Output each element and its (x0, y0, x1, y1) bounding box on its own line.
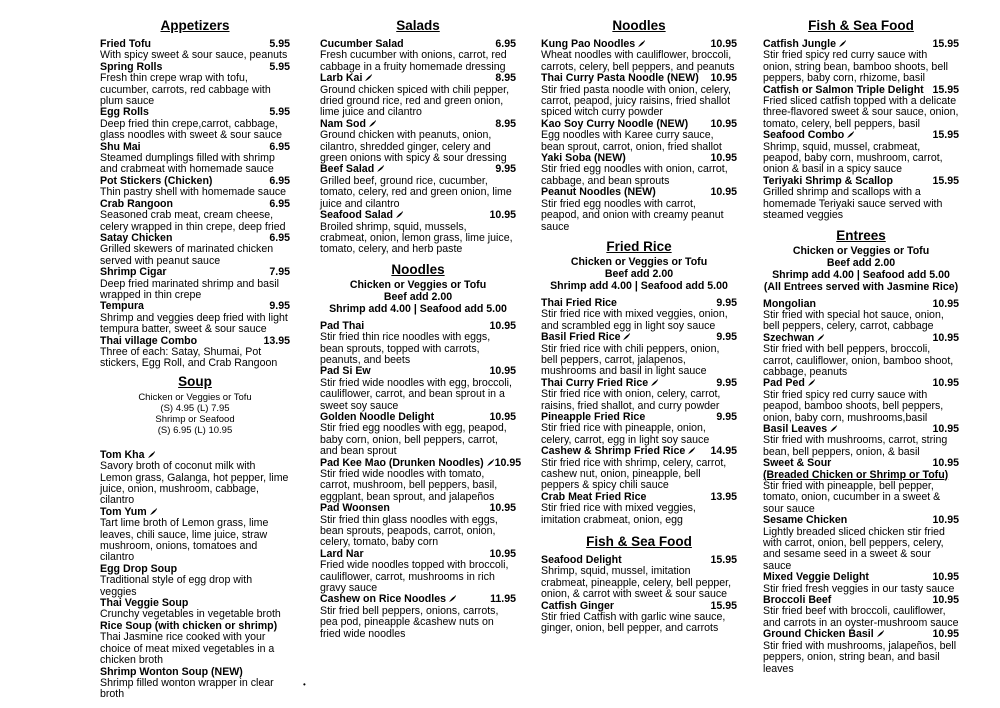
menu-item-description: Steamed dumplings filled with shrimp and crabmeat with homemade sauce (100, 152, 275, 176)
menu-item-name: Spring Rolls (100, 60, 163, 73)
menu-item (320, 164, 516, 210)
menu-item-price: 9.95 (495, 163, 516, 176)
menu-item-description: Stir fried spicy red curry sauce with peapod, bamboo shoots, bell peppers, onion, baby corn, mushrooms,basil (763, 388, 944, 424)
menu-item-name-wrap (541, 332, 631, 343)
menu-item-description: Stir fried wide noodles with egg, broccoli, cauliflower, carrot, and bean sprout in a sweet soy sauce (320, 376, 512, 412)
menu-item-name: Basil Fried Rice (541, 331, 621, 344)
noodles-option-line: Beef add 2.00 (383, 290, 453, 303)
menu-item (100, 336, 290, 370)
menu-item (763, 130, 959, 176)
menu-item (320, 456, 522, 504)
menu-item-price: 10.95 (710, 72, 737, 85)
entrees-list (763, 299, 959, 675)
menu-item-price: 6.95 (269, 174, 290, 187)
menu-item-price: 10.95 (489, 410, 516, 423)
menu-item-description: Stir fried egg noodles with carrot, peapod, and onion with creamy peanut sauce (541, 197, 724, 233)
noodles-option-line: Shrimp add 4.00 | Seafood add 5.00 (329, 302, 507, 315)
menu-item-price: 10.95 (710, 152, 737, 165)
menu-item-header (320, 210, 516, 221)
menu-item-description: Stir fried with bell peppers, broccoli, carrot, cauliflower, onion, bamboo shoot, cabbage, peanuts (763, 343, 954, 378)
menu-item-name: Shu Mai (100, 140, 141, 153)
soup-option-line: Shrimp or Seafood (155, 413, 235, 425)
noodles-right-title: Noodles (612, 18, 666, 33)
chili-pepper-icon (149, 507, 158, 516)
menu-item-description: Shrimp and veggies deep fried with light tempura batter, sweet & sour sauce (100, 311, 288, 336)
menu-item-description: Fresh thin crepe wrap with tofu, cucumber, carrots, red cabbage with plum sauce (100, 72, 271, 108)
menu-item (100, 507, 290, 564)
menu-item-name: Seafood Combo (763, 129, 845, 142)
menu-item-price: 5.95 (269, 38, 290, 50)
menu-item-name-wrap (763, 458, 831, 469)
menu-item-description: Stir fried bell peppers, onions, carrots, pea pod, pineapple &cashew nuts on fried wide noodles (320, 604, 499, 640)
menu-item-price: 5.95 (269, 106, 290, 119)
fried-rice-option-line: Beef add 2.00 (604, 267, 674, 280)
menu-item-price: 9.95 (716, 296, 737, 309)
fried-rice-options (541, 256, 737, 292)
chili-pepper-icon (816, 333, 825, 342)
menu-item (541, 298, 737, 332)
menu-item-name-wrap (763, 515, 847, 526)
menu-item-description: Grilled shrimp and scallops with a homemade Teriyaki sauce served with steamed veggies (763, 186, 943, 222)
menu-item (100, 267, 290, 301)
menu-item-name: Pad Kee Mao (Drunken Noodles) (320, 456, 484, 469)
menu-item-description: Deep fried thin crepe,carrot, cabbage, glass noodles with sweet & sour sauce (100, 117, 282, 142)
chili-pepper-icon (448, 594, 457, 603)
menu-item-price: 7.95 (269, 266, 290, 279)
menu-item-header (541, 73, 737, 84)
menu-item-name: Catfish Ginger (541, 599, 614, 612)
menu-item-price: 10.95 (489, 209, 516, 222)
menu-item-description: Stir fried with pineapple, bell pepper, tomato, onion, cucumber in a sweet & sour sauce (763, 480, 941, 515)
column-3 (541, 18, 737, 635)
menu-item-description: Stir fried rice with shrimp, celery, carrot, cashew nut, onion, pineapple, bell peppers & spicy chili sauce (541, 456, 727, 492)
menu-item-price: 6.95 (269, 140, 290, 153)
menu-item-header (100, 267, 290, 278)
menu-item-name: Broccoli Beef (763, 594, 832, 607)
soup-title: Soup (178, 373, 212, 389)
menu-item-description: With spicy sweet & sour sauce, peanuts (100, 49, 288, 62)
menu-item-price: 15.95 (932, 129, 959, 142)
menu-item (763, 39, 959, 85)
menu-item (320, 210, 516, 256)
fried-rice-title: Fried Rice (606, 238, 672, 254)
noodles-title: Noodles (391, 261, 445, 277)
menu-item (541, 378, 737, 412)
menu-item-name-wrap (320, 210, 404, 221)
menu-item-description: Stir fried thin glass noodles with eggs, bean sprouts, peapods, carrot, onion, celery, tomato, baby corn (320, 513, 498, 549)
menu-item-price: 9.95 (716, 410, 737, 423)
menu-item (541, 412, 737, 446)
menu-item-price: 15.95 (932, 174, 959, 187)
menu-item-description: Stir fried beef with broccoli, cauliflower, and carrots in an oyster-mushroom sauce (763, 605, 959, 629)
menu-item-description: Stir fried rice with chili peppers, onion, bell peppers, carrot, jalapenos, mushrooms and basil in light sauce (541, 342, 720, 378)
chili-pepper-icon (807, 378, 816, 387)
menu-item-description: Stir fried fresh veggies in our tasty sauce (763, 582, 955, 595)
menu-item (763, 333, 959, 379)
menu-item-name: Basil Leaves (763, 422, 828, 435)
fish-mid-list (541, 555, 737, 635)
salads-title: Salads (396, 18, 440, 33)
menu-item-name: Thai Curry Pasta Noodle (NEW) (541, 72, 699, 85)
menu-item-name: Larb Kai (320, 72, 363, 85)
menu-item-description: Egg noodles with Karee curry sauce, bean sprout, carrot, onion, fried shallot (541, 129, 722, 153)
menu-item-name: Thai Curry Fried Rice (541, 376, 649, 389)
soup-option-line: (S) 6.95 (L) 10.95 (157, 424, 233, 436)
menu-item (320, 119, 516, 165)
fish-mid-title: Fish & Sea Food (586, 534, 692, 550)
menu-item (100, 621, 290, 667)
chili-pepper-icon (838, 39, 847, 48)
menu-item-description: Three of each: Satay, Shumai, Pot stickers, Egg Roll, and Crab Rangoon (100, 345, 278, 370)
menu-item-name: Teriyaki Shrimp & Scallop (763, 174, 893, 187)
menu-item-description: Grilled beef, ground rice, cucumber, tomato, celery, red and green onion, lime juice and cilantro (320, 174, 512, 210)
menu-item (320, 73, 516, 119)
menu-item-price: 10.95 (489, 319, 516, 332)
menu-item-header (541, 446, 737, 457)
menu-item-name: Seafood Delight (541, 554, 622, 567)
soup-list (100, 450, 290, 701)
chili-pepper-icon (637, 39, 646, 48)
menu-item-price: 10.95 (710, 117, 737, 130)
menu-item (100, 667, 290, 701)
menu-item-name: Ground Chicken Basil (763, 628, 874, 641)
menu-item-description: Stir fried rice with mixed veggies, imitation crabmeat, onion, egg (541, 502, 696, 526)
entrees-option-line: (All Entrees served with Jasmine Rice) (763, 280, 959, 293)
menu-item-name: Thai Veggie Soup (100, 597, 189, 610)
menu-item-name: Fried Tofu (100, 38, 151, 50)
menu-item-price: 15.95 (710, 599, 737, 612)
menu-item-name: Egg Rolls (100, 106, 149, 119)
menu-item-name: Catfish or Salmon Triple Delight (763, 83, 924, 96)
menu-item-description: Stir fried egg noodles with onion, carrot, cabbage, and bean sprouts (541, 163, 728, 187)
menu-item-price: 14.95 (710, 445, 737, 458)
menu-item (541, 446, 737, 492)
menu-item-description: Stir fried rice with onion, celery, carrot, raisins, fried shallot, and curry powder (541, 388, 721, 412)
menu-item-price: 10.95 (489, 502, 516, 515)
chili-pepper-icon (846, 130, 855, 139)
menu-item-price: 6.95 (495, 38, 516, 50)
menu-item-name: Pot Stickers (Chicken) (100, 174, 213, 187)
menu-item (541, 332, 737, 378)
menu-item-price: 10.95 (710, 186, 737, 199)
menu-item-price: 11.95 (490, 593, 516, 606)
menu-item-name: Pad Si Ew (320, 365, 371, 378)
menu-item-description: Wheat noodles with cauliflower, broccoli, carrots, celery, bell peppers, and peanuts (541, 49, 735, 73)
stray-mark: • (303, 680, 306, 689)
menu-item-description: Deep fried marinated shrimp and basil wrapped in thin crepe (100, 277, 280, 301)
menu-item (100, 107, 290, 141)
menu-item-price: 10.95 (489, 547, 516, 560)
menu-item-description: Shrimp, squid, mussel, crabmeat, peapod, baby corn, mushroom, carrot, onion & basil in a spicy sauce (763, 140, 943, 176)
menu-item-name: Shrimp Cigar (100, 266, 167, 279)
menu-item-price: 10.95 (932, 594, 959, 607)
menu-item-name: Tom Kha (100, 448, 145, 461)
chili-pepper-icon (376, 164, 385, 173)
menu-item-price: 13.95 (263, 334, 290, 347)
menu-item-price: 15.95 (932, 83, 959, 96)
menu-item (541, 492, 737, 526)
menu-item-header (763, 515, 959, 526)
menu-item-name-wrap (541, 187, 656, 198)
noodles-options (320, 279, 516, 315)
menu-item-name: Rice Soup (with chicken or shrimp) (100, 619, 278, 632)
chili-pepper-icon (829, 424, 838, 433)
fried-rice-option-line: Shrimp add 4.00 | Seafood add 5.00 (550, 279, 728, 292)
menu-item-name: Cashew on Rice Noodles (320, 593, 446, 606)
menu-item-description: Stir fried with mushrooms, jalapeños, bell peppers, onion, string bean, and basil leaves (763, 639, 957, 675)
soup-option-line: (S) 4.95 (L) 7.95 (160, 402, 230, 414)
menu-item (763, 458, 959, 515)
menu-item-description: Shrimp, squid, mussel, imitation crabmeat, pineapple, celery, bell pepper, onion, & carrot with sweet & sour sauce (541, 565, 732, 601)
menu-item (320, 503, 516, 549)
menu-item-description: Stir fried Catfish with garlic wine sauce, ginger, onion, bell pepper, and carrots (541, 611, 726, 635)
menu-item (320, 412, 516, 458)
fish-right-title: Fish & Sea Food (808, 18, 914, 33)
menu-item (541, 187, 737, 233)
chili-pepper-icon (687, 446, 696, 455)
menu-item-price: 9.95 (716, 376, 737, 389)
menu-item-name-wrap (763, 130, 855, 141)
menu-item (763, 572, 959, 595)
menu-item-name: Pineapple Fried Rice (541, 410, 646, 423)
menu-item (100, 598, 290, 621)
menu-item (541, 119, 737, 153)
menu-item-name: Sesame Chicken (763, 514, 848, 527)
menu-item-header (763, 572, 959, 583)
menu-item-price: 10.95 (932, 628, 959, 641)
menu-item-name: Peanut Noodles (NEW) (541, 186, 656, 199)
menu-item-name-wrap (541, 73, 699, 84)
menu-item-name-wrap (320, 73, 373, 84)
menu-item-name-wrap (763, 572, 869, 583)
menu-item-name: Golden Noodle Delight (320, 410, 435, 423)
menu-item-name: Cashew & Shrimp Fried Rice (541, 445, 686, 458)
menu-item (100, 39, 290, 62)
menu-item-description: Fried sliced catfish topped with a delicate three-flavored sweet & sour sauce, onion, tomato, celery, bell peppers, basil (763, 95, 959, 130)
entrees-option-line: Beef add 2.00 (826, 256, 896, 269)
menu-item (541, 73, 737, 119)
menu-item-name: Lard Nar (320, 547, 364, 560)
menu-item-name: Seafood Salad (320, 209, 393, 222)
menu-item-name: Catfish Jungle (763, 38, 836, 50)
menu-item-price: 10.95 (932, 457, 959, 470)
menu-item-name-wrap (320, 503, 390, 514)
menu-item (763, 176, 959, 222)
menu-item-price: 10.95 (932, 297, 959, 310)
menu-item-description: Stir fried thin rice noodles with eggs, bean sprouts, topped with carrots, peanuts, and beets (320, 331, 491, 366)
chili-pepper-icon (364, 73, 373, 82)
menu-item-header (541, 187, 737, 198)
menu-item (100, 450, 290, 507)
menu-item-header (320, 503, 516, 514)
menu-item-name: Satay Chicken (100, 231, 173, 244)
menu-item-price: 6.95 (269, 197, 290, 210)
menu-item-subtitle: (Breaded Chicken or Shrimp or Tofu) (763, 468, 949, 481)
appetizers-list (100, 39, 290, 370)
menu-item-description: Tart lime broth of Lemon grass, lime leaves, chili sauce, lime juice, straw mushroom, onions, tomatoes and cilantro (100, 517, 269, 564)
menu-item (320, 321, 516, 367)
menu-item (100, 301, 290, 335)
soup-options (100, 392, 290, 436)
menu-item (763, 424, 959, 458)
chili-pepper-icon (486, 458, 495, 467)
menu-item-name: Egg Drop Soup (100, 562, 178, 575)
menu-item (100, 176, 290, 199)
menu-item-price: 10.95 (710, 38, 737, 50)
menu-item-description: Traditional style of egg drop with veggies (100, 574, 253, 598)
menu-item-name: Yaki Soba (NEW) (541, 152, 626, 165)
menu-item-description: Lightly breaded sliced chicken stir fried with carrot, onion, bell peppers, celery, and sesame seed in a sweet & sour sauce (763, 525, 945, 572)
menu-item-description: Stir fried spicy red curry sauce with onion, string bean, bamboo shoots, bell peppers, baby corn, rhizome, basil (763, 49, 948, 85)
chili-pepper-icon (650, 378, 659, 387)
menu-item-description: Crunchy vegetables in vegetable broth (100, 608, 281, 621)
menu-item-price: 6.95 (269, 231, 290, 244)
menu-item-price: 10.95 (932, 377, 959, 390)
menu-item-price: 8.95 (495, 117, 516, 130)
menu-item (763, 378, 959, 424)
menu-item (320, 549, 516, 595)
menu-item-name: Tom Yum (100, 505, 147, 518)
menu-item-description: Grilled skewers of marinated chicken served with peanut sauce (100, 243, 274, 267)
menu-item-name: Pad Woonsen (320, 502, 390, 515)
menu-item (100, 142, 290, 176)
menu-item-description: Stir fried with mushrooms, carrot, string bean, bell peppers, onion, & basil (763, 434, 948, 458)
menu-item-description: Ground chicken with peanuts, onion, cilantro, shredded ginger, celery and green onions with spicy & sour dressing (320, 129, 507, 165)
menu-item-description: Thin pastry shell with homemade sauce (100, 186, 287, 199)
menu-item-name: Kao Soy Curry Noodle (NEW) (541, 117, 689, 130)
menu-item (541, 555, 737, 601)
menu-item-description: Stir fried pasta noodle with onion, celery, carrot, peapod, juicy raisins, fried shallot spiced witch curry powder (541, 83, 732, 119)
menu-item-name: Pad Thai (320, 319, 365, 332)
menu-item-name: Mixed Veggie Delight (763, 571, 869, 584)
menu-item-description: Broiled shrimp, squid, mussels, crabmeat, onion, lemon grass, lime juice, tomato, celery, and herb paste (320, 220, 513, 256)
menu-item-name-wrap (100, 267, 167, 278)
menu-item (320, 594, 516, 640)
chili-pepper-icon (147, 450, 156, 459)
menu-item (763, 299, 959, 333)
menu-item-price: 9.95 (716, 331, 737, 344)
menu-item (763, 515, 959, 572)
noodles-right-list (541, 39, 737, 233)
menu-item (100, 199, 290, 233)
chili-pepper-icon (395, 210, 404, 219)
menu-item-header (763, 130, 959, 141)
menu-item-description: Savory broth of coconut milk with Lemon grass, Galanga, hot pepper, lime juice, onion, mushroom, cabbage, cilantro (100, 460, 289, 507)
menu-item-price: 9.95 (269, 300, 290, 313)
menu-item-description: Shrimp filled wonton wrapper in clear broth (100, 676, 274, 701)
entrees-title: Entrees (836, 227, 886, 243)
menu-item-description: Fried wide noodles topped with broccoli, cauliflower, carrot, mushrooms in rich gravy sauce (320, 559, 509, 595)
menu-item-name: Cucumber Salad (320, 38, 404, 50)
menu-item-name-wrap (763, 629, 885, 640)
menu-item (100, 233, 290, 267)
menu-item-price: 10.95 (932, 514, 959, 527)
noodles-option-line: Chicken or Veggies or Tofu (349, 278, 487, 291)
menu-item (320, 39, 516, 73)
menu-item-description: Stir fried rice with pineapple, onion, celery, carrot, egg in light soy sauce (541, 422, 710, 446)
menu-item-price: 8.95 (495, 72, 516, 85)
column-2 (320, 18, 522, 640)
menu-item-name: Tempura (100, 300, 144, 313)
chili-pepper-icon (622, 332, 631, 341)
menu-item-description: Stir fried rice with mixed veggies, onion, and scrambled egg in light soy sauce (541, 308, 728, 332)
menu-item-name: Crab Meat Fried Rice (541, 490, 647, 503)
menu-item-description: Seasoned crab meat, cream cheese, celery wrapped in thin crepe, deep fried (100, 209, 286, 233)
menu-item-name: Kung Pao Noodles (541, 38, 636, 50)
menu-item-price: 15.95 (710, 554, 737, 567)
soup-option-line: Chicken or Veggies or Tofu (138, 391, 252, 403)
chili-pepper-icon (876, 629, 885, 638)
menu-item-price: 5.95 (269, 60, 290, 73)
menu-item (100, 62, 290, 108)
menu-item-name: Thai village Combo (100, 334, 198, 347)
menu-item-name: Mongolian (763, 297, 816, 310)
menu-item-price: 10.95 (494, 456, 522, 469)
menu-item (100, 564, 290, 598)
menu-item-description: Ground chicken spiced with chili pepper, dried ground rice, red and green onion, lime juice and cilantro (320, 83, 510, 119)
menu-item (541, 601, 737, 635)
menu-item-name: Sweet & Sour (763, 457, 832, 470)
fried-rice-list (541, 298, 737, 526)
menu-item-price: 10.95 (932, 571, 959, 584)
menu-item-price: 15.95 (932, 38, 959, 50)
column-4 (763, 18, 959, 675)
menu-item (763, 629, 959, 675)
chili-pepper-icon (368, 119, 377, 128)
menu-item-description: Stir fried egg noodles with egg, peapod, baby corn, onion, bell peppers, carrot, and bean sprout (320, 422, 507, 458)
menu-item-name: Beef Salad (320, 163, 375, 176)
menu-item-name: Thai Fried Rice (541, 296, 617, 309)
menu-item-header (320, 73, 516, 84)
salads-list (320, 39, 516, 256)
menu-item-description: Stir fried wide noodles with tomato, carrot, mushroom, bell peppers, basil, eggplant, bean sprout, and jalapeños (320, 468, 498, 503)
menu-item (541, 39, 737, 73)
appetizers-title: Appetizers (160, 18, 230, 33)
menu-item-description: Thai Jasmine rice cooked with your choice of meat mixed vegetables in a chicken broth (100, 631, 275, 667)
menu-item-name: Crab Rangoon (100, 197, 173, 210)
menu-item-header (763, 458, 959, 469)
column-1 (100, 18, 290, 701)
menu-item-name: Pad Ped (763, 377, 805, 390)
entrees-options (763, 245, 959, 293)
menu-item (763, 595, 959, 629)
fried-rice-option-line: Chicken or Veggies or Tofu (570, 255, 708, 268)
entrees-option-line: Chicken or Veggies or Tofu (792, 244, 930, 257)
menu-item (763, 85, 959, 131)
menu-item-header (541, 332, 737, 343)
menu-item-name: Shrimp Wonton Soup (NEW) (100, 665, 243, 678)
menu-item-description: Fresh cucumber with onions, carrot, red cabbage in a fruity homemade dressing (320, 49, 507, 73)
menu-item-price: 13.95 (710, 490, 737, 503)
menu-item-name: Nam Sod (320, 117, 366, 130)
fish-right-list (763, 39, 959, 222)
noodles-list (320, 319, 522, 640)
entrees-option-line: Shrimp add 4.00 | Seafood add 5.00 (772, 268, 950, 281)
menu-item-price: 10.95 (932, 422, 959, 435)
menu-item-description: Stir fried with special hot sauce, onion, bell peppers, celery, carrot, cabbage (763, 308, 944, 333)
menu-item-price: 10.95 (489, 365, 516, 378)
menu-item-name: Szechwan (763, 331, 815, 344)
menu-item (541, 153, 737, 187)
menu-item-header (763, 629, 959, 640)
menu-item-price: 10.95 (932, 331, 959, 344)
menu-item-name-wrap (541, 446, 696, 457)
menu-item (320, 366, 516, 412)
